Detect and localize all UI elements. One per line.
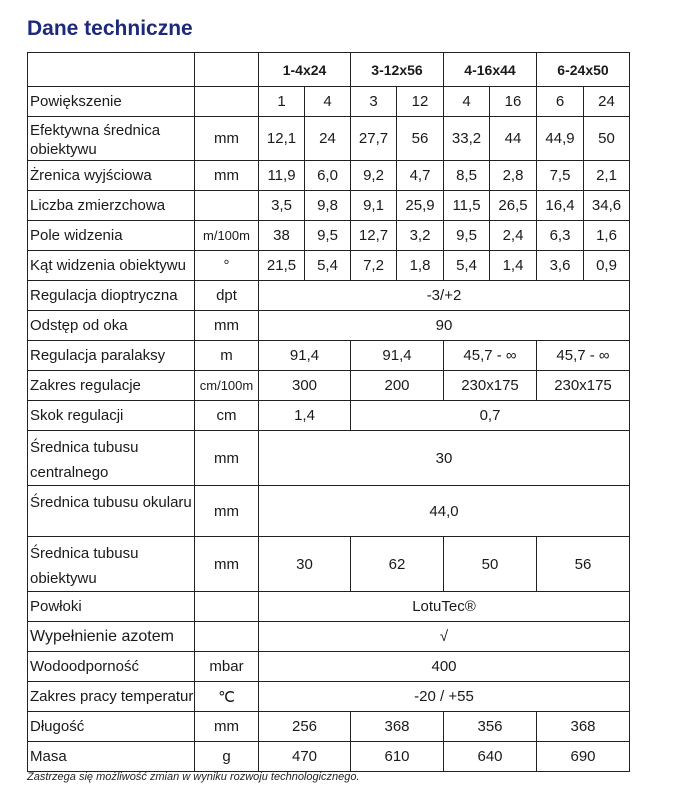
row-diopter: [28, 281, 630, 311]
cell: 610: [351, 742, 444, 772]
row-twilight: [28, 191, 630, 221]
spec-table: [27, 52, 630, 772]
cell: 45,7 - ∞: [444, 341, 537, 371]
cell: 4,7: [397, 161, 444, 191]
row-waterproof: [28, 652, 630, 682]
row-unit: cm: [195, 401, 259, 431]
cell: 50: [444, 537, 537, 592]
row-unit: cm/100m: [195, 371, 259, 401]
row-label: Powiększenie: [28, 87, 195, 117]
cell: 2,8: [490, 161, 537, 191]
cell: 9,8: [305, 191, 351, 221]
model-header: 1-4x24: [259, 53, 351, 87]
row-unit: [195, 87, 259, 117]
cell: 7,2: [351, 251, 397, 281]
row-label: Średnica tubusu centralnego: [28, 431, 195, 486]
cell: 2,4: [490, 221, 537, 251]
row-label: Regulacja paralaksy: [28, 341, 195, 371]
model-header: 3-12x56: [351, 53, 444, 87]
row-click: [28, 401, 630, 431]
cell: 256: [259, 712, 351, 742]
cell: 45,7 - ∞: [537, 341, 630, 371]
row-label: Regulacja dioptryczna: [28, 281, 195, 311]
row-field-of-view: [28, 221, 630, 251]
cell: 470: [259, 742, 351, 772]
row-unit: m: [195, 341, 259, 371]
row-unit: mm: [195, 161, 259, 191]
cell: 1,4: [490, 251, 537, 281]
cell: 16: [490, 87, 537, 117]
row-eye-relief: [28, 311, 630, 341]
cell: 0,9: [584, 251, 630, 281]
cell: 3,2: [397, 221, 444, 251]
row-unit: mm: [195, 486, 259, 537]
row-length: [28, 712, 630, 742]
cell: 8,5: [444, 161, 490, 191]
row-temperature: [28, 682, 630, 712]
row-unit: °: [195, 251, 259, 281]
row-label: Średnica tubusu okularu: [28, 486, 195, 537]
cell: 27,7: [351, 117, 397, 161]
cell: 1: [259, 87, 305, 117]
cell: 230x175: [444, 371, 537, 401]
cell: 34,6: [584, 191, 630, 221]
cell: 200: [351, 371, 444, 401]
row-unit: [195, 622, 259, 652]
row-unit: mbar: [195, 652, 259, 682]
cell: 33,2: [444, 117, 490, 161]
header-row: [28, 53, 630, 87]
header-unit-blank: [195, 53, 259, 87]
cell: 356: [444, 712, 537, 742]
cell: √: [259, 622, 630, 652]
row-unit: [195, 592, 259, 622]
cell: 640: [444, 742, 537, 772]
row-label: Średnica tubusu obiektywu: [28, 537, 195, 592]
cell: 4: [305, 87, 351, 117]
row-unit: mm: [195, 311, 259, 341]
cell: 16,4: [537, 191, 584, 221]
cell: 24: [584, 87, 630, 117]
footnote: Zastrzega się możliwość zmian w wyniku rozwoju technologicznego.: [27, 771, 360, 783]
cell: 5,4: [305, 251, 351, 281]
row-label: Masa: [28, 742, 195, 772]
cell: 12,1: [259, 117, 305, 161]
cell: 1,8: [397, 251, 444, 281]
cell: 62: [351, 537, 444, 592]
row-label: Wypełnienie azotem: [28, 622, 195, 652]
cell: 368: [351, 712, 444, 742]
row-label: Odstęp od oka: [28, 311, 195, 341]
cell: 230x175: [537, 371, 630, 401]
cell: 30: [259, 431, 630, 486]
row-coating: [28, 592, 630, 622]
model-header: 6-24x50: [537, 53, 630, 87]
row-unit: g: [195, 742, 259, 772]
cell: 91,4: [259, 341, 351, 371]
cell: -20 / +55: [259, 682, 630, 712]
cell: 12: [397, 87, 444, 117]
row-exit-pupil: [28, 161, 630, 191]
row-label: Skok regulacji: [28, 401, 195, 431]
row-unit: ℃: [195, 682, 259, 712]
cell: 2,1: [584, 161, 630, 191]
row-objective-tube: [28, 537, 630, 592]
row-label: Powłoki: [28, 592, 195, 622]
cell: 400: [259, 652, 630, 682]
cell: 44: [490, 117, 537, 161]
cell: 9,5: [305, 221, 351, 251]
cell: 24: [305, 117, 351, 161]
row-objective-diameter: [28, 117, 630, 161]
row-label: Liczba zmierzchowa: [28, 191, 195, 221]
cell: 3: [351, 87, 397, 117]
cell: 4: [444, 87, 490, 117]
cell: 368: [537, 712, 630, 742]
cell: 5,4: [444, 251, 490, 281]
cell: 91,4: [351, 341, 444, 371]
cell: 56: [397, 117, 444, 161]
cell: 1,6: [584, 221, 630, 251]
row-parallax: [28, 341, 630, 371]
cell: 9,2: [351, 161, 397, 191]
cell: LotuTec®: [259, 592, 630, 622]
row-unit: dpt: [195, 281, 259, 311]
cell: 6,0: [305, 161, 351, 191]
row-mass: [28, 742, 630, 772]
row-nitrogen: [28, 622, 630, 652]
cell: 3,6: [537, 251, 584, 281]
cell: 30: [259, 537, 351, 592]
header-blank: [28, 53, 195, 87]
row-unit: mm: [195, 537, 259, 592]
row-label: Długość: [28, 712, 195, 742]
row-label: Wodoodporność: [28, 652, 195, 682]
row-unit: mm: [195, 712, 259, 742]
cell: 38: [259, 221, 305, 251]
row-label: Kąt widzenia obiektywu: [28, 251, 195, 281]
row-ocular-tube: [28, 486, 630, 537]
cell: 56: [537, 537, 630, 592]
cell: 6: [537, 87, 584, 117]
row-unit: [195, 191, 259, 221]
cell: 44,9: [537, 117, 584, 161]
row-label: Zakres pracy temperatur: [28, 682, 195, 712]
row-label: Żrenica wyjściowa: [28, 161, 195, 191]
cell: 9,1: [351, 191, 397, 221]
cell: 7,5: [537, 161, 584, 191]
row-unit: mm: [195, 431, 259, 486]
cell: 26,5: [490, 191, 537, 221]
cell: 50: [584, 117, 630, 161]
cell: 0,7: [351, 401, 630, 431]
cell: 690: [537, 742, 630, 772]
row-label: Zakres regulacje: [28, 371, 195, 401]
cell: 90: [259, 311, 630, 341]
row-unit: m/100m: [195, 221, 259, 251]
cell: 3,5: [259, 191, 305, 221]
model-header: 4-16x44: [444, 53, 537, 87]
cell: 1,4: [259, 401, 351, 431]
cell: 44,0: [259, 486, 630, 537]
page-title: Dane techniczne: [27, 17, 193, 40]
row-magnification: [28, 87, 630, 117]
cell: 25,9: [397, 191, 444, 221]
cell: 9,5: [444, 221, 490, 251]
row-center-tube: [28, 431, 630, 486]
row-label: Efektywna średnica obiektywu: [28, 117, 195, 161]
row-angle-of-view: [28, 251, 630, 281]
cell: -3/+2: [259, 281, 630, 311]
row-label: Pole widzenia: [28, 221, 195, 251]
cell: 300: [259, 371, 351, 401]
cell: 12,7: [351, 221, 397, 251]
cell: 6,3: [537, 221, 584, 251]
cell: 11,5: [444, 191, 490, 221]
cell: 21,5: [259, 251, 305, 281]
row-adjust-range: [28, 371, 630, 401]
cell: 11,9: [259, 161, 305, 191]
row-unit: mm: [195, 117, 259, 161]
